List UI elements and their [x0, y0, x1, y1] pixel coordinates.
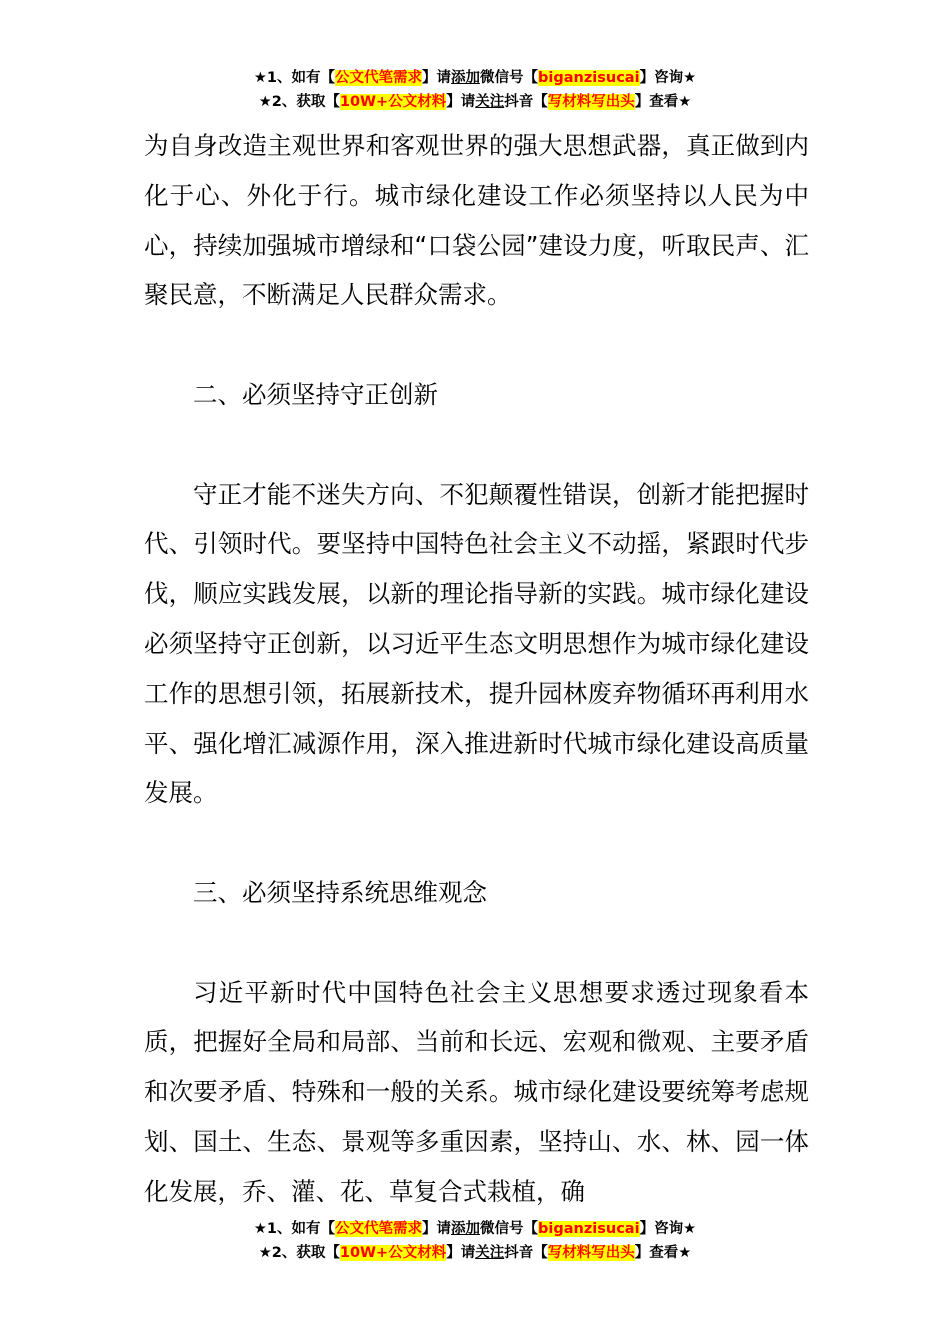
footer-banner [0, 1217, 950, 1265]
banner-line-2: ★2、获取【10W+公文材料】请关注抖音【写材料写出头】查看★ [258, 94, 692, 110]
banner-line-2: ★2、获取【10W+公文材料】请关注抖音【写材料写出头】查看★ [258, 1245, 692, 1261]
banner-douyin-id: 写材料写出头 [547, 94, 635, 110]
section-heading-3: 三、必须坚持系统思维观念 [193, 877, 487, 907]
banner-line-1: ★1、如有【公文代笔需求】请添加微信号【biganzisucai】咨询★ [253, 1221, 697, 1237]
banner-wechat-id: biganzisucai [538, 70, 640, 86]
banner-highlight: 10W+公文材料 [339, 94, 447, 110]
banner-douyin-id: 写材料写出头 [547, 1245, 635, 1261]
paragraph-3: 习近平新时代中国特色社会主义思想要求透过现象看本质，把握好全局和局部、当前和长远、宏观和微观、主要矛盾和次要矛盾、特殊和一般的关系。城市绿化建设要统筹考虑规划、国土、生态、景观等多重因素，坚持山、水、林、园一体化发展，乔、灌、花、草复合式栽植，确 [144, 977, 809, 1206]
banner-highlight: 公文代笔需求 [335, 70, 423, 86]
section-heading-2: 二、必须坚持守正创新 [193, 379, 438, 409]
banner-highlight: 公文代笔需求 [335, 1221, 423, 1237]
paragraph-2: 守正才能不迷失方向、不犯颠覆性错误，创新才能把握时代、引领时代。要坚持中国特色社会主义不动摇，紧跟时代步伐，顺应实践发展，以新的理论指导新的实践。城市绿化建设必须坚持守正创新，以习近平生态文明思想作为城市绿化建设工作的思想引领，拓展新技术，提升园林废弃物循环再利用水平、强化增汇减源作用，深入推进新时代城市绿化建设高质量发展。 [144, 479, 809, 808]
paragraph-1: 为自身改造主观世界和客观世界的强大思想武器，真正做到内化于心、外化于行。城市绿化建设工作必须坚持以人民为中心，持续加强城市增绿和“口袋公园”建设力度，听取民声、汇聚民意，不断满足人民群众需求。 [144, 131, 809, 310]
document-body [144, 121, 809, 1217]
banner-highlight: 10W+公文材料 [339, 1245, 447, 1261]
banner-wechat-id: biganzisucai [538, 1221, 640, 1237]
banner-line-1: ★1、如有【公文代笔需求】请添加微信号【biganzisucai】咨询★ [253, 70, 697, 86]
header-banner [0, 66, 950, 114]
